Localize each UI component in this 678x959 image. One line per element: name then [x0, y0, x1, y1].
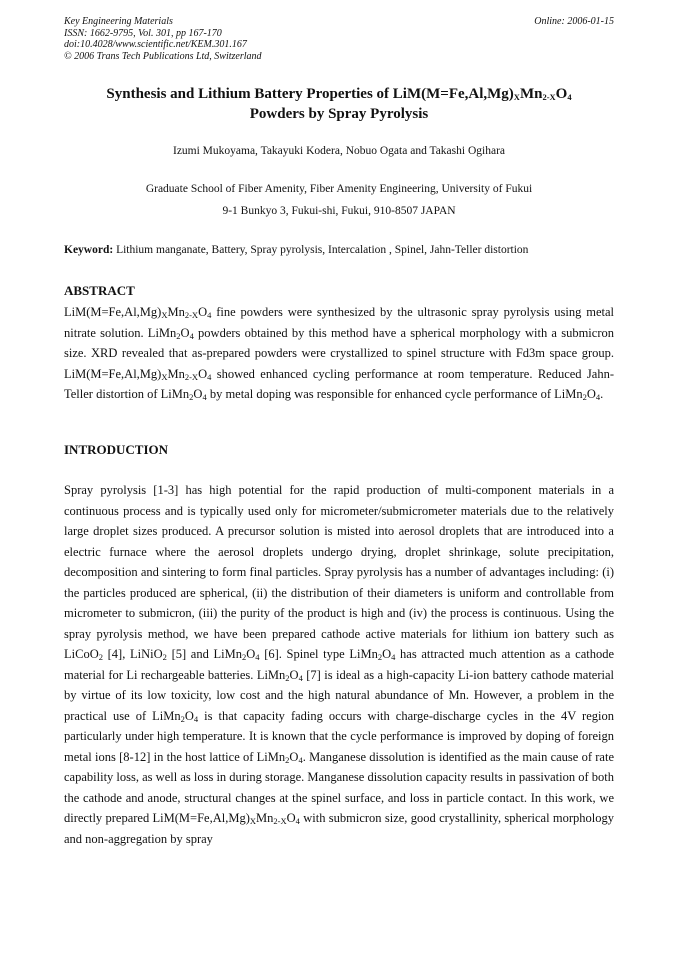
journal-header — [64, 16, 614, 62]
title-line-1: Synthesis and Lithium Battery Properties of $LiM(M=Fe,Al,Mg)_XMn_{2-X}O_4$ — [106, 86, 572, 102]
copyright: © 2006 Trans Tech Publications Ltd, Switzerland — [64, 50, 262, 62]
online-date: Online: 2006-01-15 — [534, 16, 614, 27]
keywords-label: Keyword: — [64, 244, 114, 256]
title-line-2: Powders by Spray Pyrolysis — [249, 106, 429, 122]
introduction-body: Spray pyrolysis [1-3] has high potential for the rapid production of multi-component materials in a continuous process and is typically used only for micrometer/submicrometer materials due to the relatively large droplet sizes produced. A precursor solution is misted into aerosol droplets that are introduced into a electric furnace where the aerosol droplets undergo drying, droplet shrinkage, solute precipitation, decomposition and sintering to form final particles. Spray pyrolysis has a number of advantages including: (i) the particles produced are spherical, (ii) the distribution of their diameters is uniform and controllable from micrometer to submicron, (iii) the purity of the product is high and (iv) the process is continuous. Using the spray pyrolysis method, we have been prepared cathode active materials for lithium ion battery such as LiCoO$_2$ [4], LiNiO$_2$ [5] and $LiMn_2O_4$ [6]. Spinel type $LiMn_2O_4$ has attracted much attention as a cathode material for Li rechargeable batteries. $LiMn_2O_4$ [7] is ideal as a high-capacity Li-ion battery cathode material by virtue of its low toxicity, low cost and the high natural abundance of Mn. However, a problem in the practical use of $LiMn_2O_4$ is that capacity fading occurs with charge-discharge cycles in the 4V region particularly under high temperature. It is known that the cycle performance is improved by doping of foreign metal ions [8-12] in the host lattice of $LiMn_2O_4$. Manganese dissolution is identified as the main cause of rate capability loss, as well as loss in during storage. Manganese dissolution capacity results in passivation of both the cathode and anode, structural changes at the spinel surface, and loss in particle contact. In this work, we directly prepared $LiM(M=Fe,Al,Mg)_XMn_{2-X}O_4$ with submicron size, good crystallinity, spherical morphology and non-aggregation by spray — [64, 483, 615, 846]
paper-title — [64, 84, 614, 124]
journal-name: Key Engineering Materials — [64, 16, 173, 27]
doi: doi:10.4028/www.scientific.net/KEM.301.167 — [64, 39, 247, 50]
abstract-body: $LiM(M=Fe,Al,Mg)_XMn_{2-X}O_4$ fine powders were synthesized by the ultrasonic spray pyrolysis using metal nitrate solution. $LiMn_2O_4$ powders obtained by this method have a spherical morphology with a submicron size. XRD revealed that as-prepared powders were crystallized to spinel structure with Fd3m space group. $LiM(M=Fe,Al,Mg)_XMn_{2-X}O_4$ showed enhanced cycling performance at room temperature. Reduced Jahn-Teller distortion of $LiMn_2O_4$ by metal doping was responsible for enhanced cycle performance of $LiMn_2O_4$. — [64, 305, 614, 402]
issn: ISSN: 1662-9795, Vol. 301, pp 167-170 — [64, 27, 222, 39]
affiliation-line-1: Graduate School of Fiber Amenity, Fiber Amenity Engineering, University of Fukui — [145, 183, 533, 195]
affiliation-line-2: 9-1 Bunkyo 3, Fukui-shi, Fukui, 910-8507 JAPAN — [222, 205, 456, 217]
keywords — [64, 244, 614, 256]
keywords-text: Lithium manganate, Battery, Spray pyrolysis, Intercalation , Spinel, Jahn-Teller distortion — [116, 244, 529, 256]
authors: Izumi Mukoyama, Takayuki Kodera, Nobuo Ogata and Takashi Ogihara — [172, 145, 505, 157]
abstract-heading: ABSTRACT — [64, 283, 135, 298]
introduction-heading: INTRODUCTION — [64, 442, 169, 457]
